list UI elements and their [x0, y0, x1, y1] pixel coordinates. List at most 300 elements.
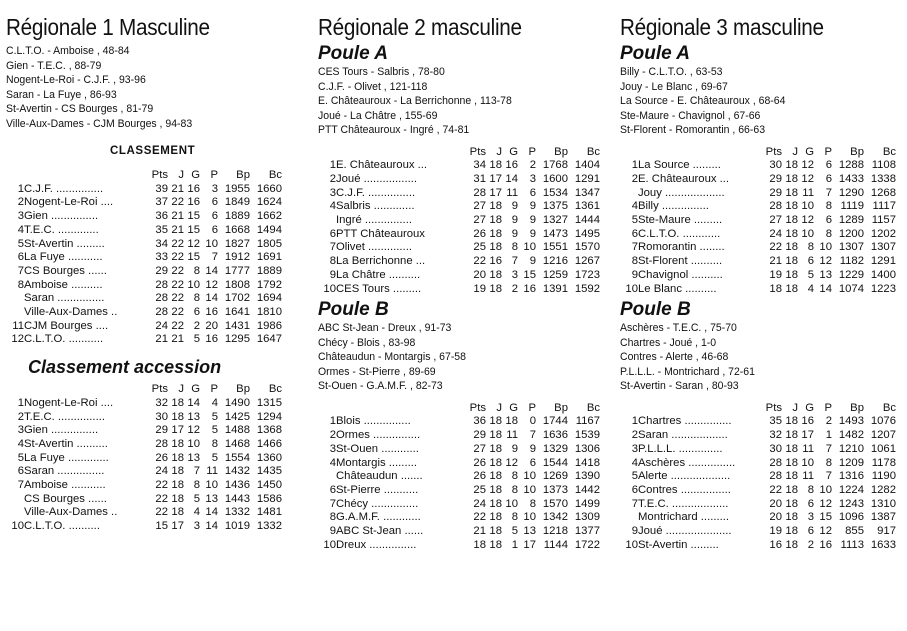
table-row: [6, 411, 282, 425]
cell-g: 5: [193, 333, 200, 346]
team-name: Joué: [336, 172, 361, 185]
team-name: T.E.C.: [24, 223, 55, 236]
cell-team: [336, 429, 464, 443]
cell-g: 10: [801, 200, 814, 213]
cell-j: 22: [171, 278, 184, 291]
cell-j: 18: [785, 470, 798, 483]
cell-pts: 29: [155, 264, 168, 277]
cell-p: 10: [523, 511, 536, 524]
cell-bc: 1723: [574, 268, 600, 281]
cell-g: 11: [802, 186, 814, 199]
table-row: [318, 498, 600, 512]
cell-g: 6: [193, 306, 200, 319]
cell-p: 11: [206, 465, 218, 478]
cell-pts: 36: [473, 415, 486, 428]
cell-pos: 6: [329, 227, 336, 240]
cell-pos: 4: [329, 200, 336, 213]
leader-dots: ...............: [658, 200, 709, 213]
cell-bp: 1432: [224, 465, 250, 478]
cell-p: 2: [825, 415, 832, 428]
cell-pts: 24: [155, 319, 168, 332]
cell-team: [336, 269, 464, 283]
cell-j: 18: [171, 396, 184, 409]
cell-pos: 7: [17, 264, 24, 277]
cell-p: 6: [529, 186, 536, 199]
cell-p: 16: [819, 538, 832, 551]
cell-bc: 1368: [256, 424, 282, 437]
cell-g: 4: [193, 506, 200, 519]
cell-g: 5: [511, 525, 518, 538]
cell-g: 12: [505, 456, 518, 469]
cell-p: 10: [205, 237, 218, 250]
cell-pos: [620, 187, 638, 201]
cell-g: 12: [187, 424, 200, 437]
team-name: Salbris: [336, 200, 371, 213]
accession-table: [6, 383, 282, 534]
cell-pts: 18: [473, 538, 486, 551]
column-header: J: [496, 145, 502, 158]
cell-bc: 1722: [574, 538, 600, 551]
header-row: [6, 383, 282, 397]
cell-j: 18: [785, 511, 798, 524]
cell-bp: 1955: [224, 182, 250, 195]
cell-p: 13: [819, 268, 832, 281]
cell-p: 9: [529, 227, 536, 240]
table-row: [6, 279, 282, 293]
cell-g: 8: [807, 241, 814, 254]
cell-j: 18: [785, 227, 798, 240]
cell-bc: 1418: [574, 456, 600, 469]
cell-bp: 1332: [224, 506, 250, 519]
cell-p: 7: [529, 429, 536, 442]
table-row: [318, 525, 600, 539]
cell-p: 9: [529, 200, 536, 213]
cell-team: [638, 539, 760, 553]
cell-j: 22: [171, 306, 184, 319]
cell-team: [638, 511, 760, 525]
leader-dots: ...: [412, 255, 426, 268]
cell-pos: 7: [17, 479, 24, 492]
cell-pts: 24: [155, 465, 168, 478]
cell-pts: 36: [155, 210, 168, 223]
column-header: Bp: [554, 401, 568, 414]
cell-bp: 1488: [224, 424, 250, 437]
team-name: St-Avertin: [638, 538, 688, 551]
leader-dots: ..................: [668, 429, 728, 442]
cell-bp: 1209: [838, 456, 864, 469]
cell-pos: 7: [329, 241, 336, 254]
cell-j: 18: [489, 227, 502, 240]
cell-pts: 22: [155, 479, 168, 492]
cell-j: 22: [171, 237, 184, 250]
cell-g: 12: [801, 172, 814, 185]
cell-p: 6: [211, 196, 218, 209]
cell-bc: 1338: [870, 172, 896, 185]
cell-team: [24, 520, 146, 534]
leader-dots: ....: [92, 319, 109, 332]
cell-j: 18: [785, 415, 798, 428]
team-name: La Fuye: [24, 251, 65, 264]
cell-pos: 2: [631, 429, 638, 442]
team-name: Nogent-Le-Roi: [24, 196, 98, 209]
team-name: Ingré: [336, 214, 362, 227]
leader-dots: ...............: [685, 456, 736, 469]
cell-bc: 1202: [870, 227, 896, 240]
table-row: [6, 196, 282, 210]
leader-dots: ..........: [73, 437, 108, 450]
cell-j: 22: [171, 251, 184, 264]
cell-g: 2: [807, 538, 814, 551]
team-name: La Berrichonne: [336, 255, 413, 268]
header-row: [620, 146, 896, 160]
cell-team: [24, 465, 146, 479]
table-row: [6, 424, 282, 438]
column-header: P: [210, 169, 218, 181]
team-name: P.L.L.L.: [638, 442, 676, 455]
cell-pts: 22: [473, 255, 486, 268]
cell-pts: 32: [769, 429, 782, 442]
cell-bp: 1269: [542, 470, 568, 483]
cell-pos: 6: [17, 251, 24, 264]
cell-pos: [6, 292, 24, 306]
cell-j: 18: [785, 525, 798, 538]
cell-bc: 1435: [256, 465, 282, 478]
cell-pts: 29: [155, 424, 168, 437]
leader-dots: ..........: [385, 268, 421, 281]
table-row: [318, 200, 600, 214]
leader-dots: ...............: [361, 214, 412, 227]
result-line: Aschères - T.E.C. , 75-70: [620, 322, 737, 335]
cell-bp: 1210: [838, 442, 864, 455]
cell-j: 18: [171, 506, 184, 519]
cell-j: 18: [489, 442, 502, 455]
cell-pts: 22: [155, 506, 168, 519]
table-row: [318, 511, 600, 525]
cell-bc: 1309: [574, 511, 600, 524]
table-row: [620, 187, 896, 201]
cell-bp: 1259: [542, 268, 568, 281]
cell-team: [336, 484, 464, 498]
leader-dots: .................: [360, 172, 417, 185]
cell-g: 6: [807, 525, 814, 538]
cell-pos: 9: [631, 268, 638, 281]
cell-pos: [6, 493, 24, 507]
column-header: Pts: [765, 145, 782, 158]
table-row: [6, 397, 282, 411]
cell-bp: 1570: [542, 497, 568, 510]
cell-bc: 1570: [574, 241, 600, 254]
cell-p: 17: [523, 538, 536, 551]
cell-team: [638, 470, 760, 484]
cell-pts: 25: [473, 483, 486, 496]
cell-g: 6: [807, 497, 814, 510]
cell-pos: 1: [329, 159, 336, 172]
result-line: C.J.F. - Olivet , 121-118: [318, 80, 428, 93]
cell-j: 18: [489, 200, 502, 213]
cell-bc: 1291: [870, 255, 896, 268]
cell-p: 10: [819, 241, 832, 254]
cell-p: 10: [523, 241, 536, 254]
leader-dots: ...................: [661, 186, 725, 199]
result-line: CES Tours - Salbris , 78-80: [318, 66, 445, 78]
cell-bp: 1391: [542, 282, 568, 295]
cell-j: 22: [171, 319, 184, 332]
cell-team: [24, 238, 146, 252]
cell-j: 18: [171, 410, 184, 423]
cell-bc: 1291: [574, 172, 600, 185]
cell-bp: 1768: [542, 159, 568, 172]
cell-p: 3: [211, 182, 218, 195]
cell-pts: 24: [473, 497, 486, 510]
cell-g: 8: [511, 241, 518, 254]
cell-pts: 20: [473, 268, 486, 281]
cell-bp: 1342: [542, 511, 568, 524]
cell-p: 5: [211, 410, 218, 423]
cell-j: 18: [489, 241, 502, 254]
cell-pos: 9: [631, 525, 638, 538]
cell-p: 6: [211, 223, 218, 236]
cell-g: 2: [193, 319, 200, 332]
cell-team: [638, 269, 760, 283]
cell-bp: 1327: [542, 214, 568, 227]
cell-pos: 10: [11, 520, 24, 533]
cell-pos: 11: [12, 319, 24, 332]
header-row: [318, 146, 600, 160]
cell-g: 10: [187, 437, 200, 450]
cell-bc: 1889: [256, 264, 282, 277]
cell-bc: 1332: [256, 520, 282, 533]
table-row: [6, 265, 282, 279]
team-name: Gien: [24, 424, 48, 437]
leader-dots: ............: [679, 227, 721, 240]
cell-bp: 1425: [224, 410, 250, 423]
table-row: [318, 173, 600, 187]
cell-bp: 1912: [224, 251, 250, 264]
leader-dots: ....: [97, 396, 114, 409]
leader-dots: ...............: [54, 465, 105, 478]
cell-bp: 1482: [838, 429, 864, 442]
cell-j: 18: [785, 186, 798, 199]
cell-p: 16: [205, 306, 218, 319]
table-row: [318, 470, 600, 484]
column-header: Bc: [882, 145, 896, 158]
table-row: [6, 320, 282, 334]
cell-team: [336, 173, 464, 187]
cell-team: [638, 484, 760, 498]
team-name: Le Blanc: [638, 282, 682, 295]
cell-g: 1: [511, 538, 518, 551]
leader-dots: ......: [84, 264, 107, 277]
table-row: [318, 159, 600, 173]
cell-p: 1: [825, 429, 832, 442]
cell-pts: 35: [155, 223, 168, 236]
column-header: P: [824, 401, 832, 414]
cell-pts: 15: [155, 520, 168, 533]
leader-dots: ...............: [47, 210, 99, 223]
cell-bp: 1290: [838, 186, 864, 199]
cell-pos: 1: [631, 415, 638, 428]
results-list: [318, 321, 608, 394]
team-name: Contres: [638, 483, 678, 496]
cell-team: [24, 265, 146, 279]
leader-dots: ...............: [54, 410, 105, 423]
cell-bc: 1494: [256, 223, 282, 236]
leader-dots: ................: [677, 483, 731, 496]
cell-bp: 1827: [224, 237, 250, 250]
cell-bp: 1554: [224, 451, 250, 464]
result-line: Joué - La Châtre , 155-69: [318, 109, 438, 122]
cell-bc: 1442: [574, 483, 600, 496]
leader-dots: ........: [696, 241, 725, 254]
cell-pts: 34: [473, 159, 486, 172]
cell-pos: 4: [631, 200, 638, 213]
leader-dots: ..: [107, 506, 118, 519]
cell-j: 18: [785, 159, 798, 172]
cell-g: 9: [511, 227, 518, 240]
ranking-table: [6, 169, 282, 347]
leader-dots: ..........: [687, 255, 723, 268]
cell-team: [336, 241, 464, 255]
leader-dots: ..........: [681, 282, 717, 295]
column-header: Bp: [850, 401, 864, 414]
cell-p: 3: [529, 172, 536, 185]
cell-pts: 27: [473, 442, 486, 455]
leader-dots: ...............: [368, 497, 419, 510]
ranking-table: [318, 146, 600, 297]
leader-dots: ...................: [667, 470, 731, 483]
column-header: Pts: [765, 401, 782, 414]
cell-p: 8: [825, 200, 832, 213]
leader-dots: ...............: [369, 429, 421, 442]
cell-g: 9: [511, 442, 518, 455]
cell-g: 16: [505, 159, 518, 172]
cell-bp: 1808: [224, 278, 250, 291]
cell-p: 8: [825, 456, 832, 469]
team-name: St-Florent: [638, 255, 688, 268]
column-header: Bc: [586, 401, 600, 414]
leader-dots: .....................: [662, 525, 732, 538]
leader-dots: ...........: [67, 479, 106, 492]
cell-p: 8: [211, 437, 218, 450]
cell-j: 18: [785, 255, 798, 268]
cell-team: [24, 333, 146, 347]
cell-team: [336, 498, 464, 512]
cell-p: 7: [825, 470, 832, 483]
cell-j: 18: [785, 268, 798, 281]
cell-team: [24, 479, 146, 493]
cell-bc: 1360: [256, 451, 282, 464]
cell-pos: 6: [631, 483, 638, 496]
team-name: Montrichard: [638, 511, 698, 524]
cell-p: 14: [205, 506, 218, 519]
cell-p: 9: [529, 442, 536, 455]
cell-p: 7: [825, 442, 832, 455]
cell-pts: 28: [769, 200, 782, 213]
table-row: [620, 283, 896, 297]
team-name: Saran: [24, 292, 55, 305]
cell-p: 10: [523, 483, 536, 496]
leader-dots: ...............: [52, 182, 104, 195]
result-line: ABC St-Jean - Dreux , 91-73: [318, 322, 452, 335]
cell-team: [24, 183, 146, 197]
team-name: Saran: [24, 465, 55, 478]
cell-j: 18: [785, 538, 798, 551]
cell-p: 16: [205, 333, 218, 346]
cell-j: 18: [785, 200, 798, 213]
table-row: [620, 173, 896, 187]
cell-bc: 1450: [256, 479, 282, 492]
cell-pos: 3: [329, 442, 336, 455]
cell-team: [336, 159, 464, 173]
column-regionale-1: [6, 0, 302, 534]
cell-j: 18: [489, 415, 502, 428]
cell-team: [24, 196, 146, 210]
leader-dots: ..............: [364, 241, 412, 254]
cell-bp: 1288: [838, 159, 864, 172]
poule-a-title: Poule A: [620, 43, 691, 64]
cell-p: 12: [819, 525, 832, 538]
cell-team: [24, 320, 146, 334]
cell-bp: 1490: [224, 396, 250, 409]
team-name: C.L.T.O.: [24, 333, 66, 346]
cell-pos: 5: [17, 451, 24, 464]
leader-dots: ...........: [65, 333, 104, 346]
result-line: Chécy - Blois , 83-98: [318, 336, 416, 349]
cell-pts: 26: [473, 227, 486, 240]
cell-bc: 1624: [256, 196, 282, 209]
team-name: Dreux: [336, 538, 367, 551]
cell-g: 10: [505, 497, 518, 510]
cell-pts: 27: [473, 200, 486, 213]
cell-g: 8: [193, 264, 200, 277]
cell-team: [336, 539, 464, 553]
leader-dots: .......: [397, 470, 423, 483]
result-line: La Source - E. Châteauroux , 68-64: [620, 95, 786, 107]
cell-j: 21: [171, 210, 184, 223]
header-row: [318, 402, 600, 416]
cell-bc: 1691: [256, 251, 282, 264]
cell-bp: 1889: [224, 210, 250, 223]
ranking-table: [620, 146, 896, 297]
team-name: Chartres: [638, 415, 682, 428]
table-row: [6, 224, 282, 238]
cell-g: 9: [511, 214, 518, 227]
cell-bc: 1076: [870, 415, 896, 428]
team-name: Jouy: [638, 186, 662, 199]
cell-bc: 1361: [574, 200, 600, 213]
leader-dots: ....: [97, 196, 114, 209]
cell-pos: 4: [329, 456, 336, 469]
cell-bc: 1061: [870, 442, 896, 455]
cell-j: 17: [171, 520, 184, 533]
table-row: [6, 292, 282, 306]
result-line: Nogent-Le-Roi - C.J.F. , 93-96: [6, 74, 146, 86]
cell-pts: 16: [769, 538, 782, 551]
cell-g: 11: [506, 186, 518, 199]
team-name: St-Avertin: [24, 237, 74, 250]
cell-p: 5: [211, 451, 218, 464]
cell-bp: 1243: [838, 497, 864, 510]
cell-g: 16: [187, 196, 200, 209]
cell-pts: 29: [769, 186, 782, 199]
table-row: [318, 484, 600, 498]
leader-dots: ...: [414, 159, 428, 172]
cell-team: [336, 525, 464, 539]
cell-team: [638, 200, 760, 214]
header-row: [620, 402, 896, 416]
cell-team: [336, 283, 464, 297]
leader-dots: ...: [716, 172, 730, 185]
